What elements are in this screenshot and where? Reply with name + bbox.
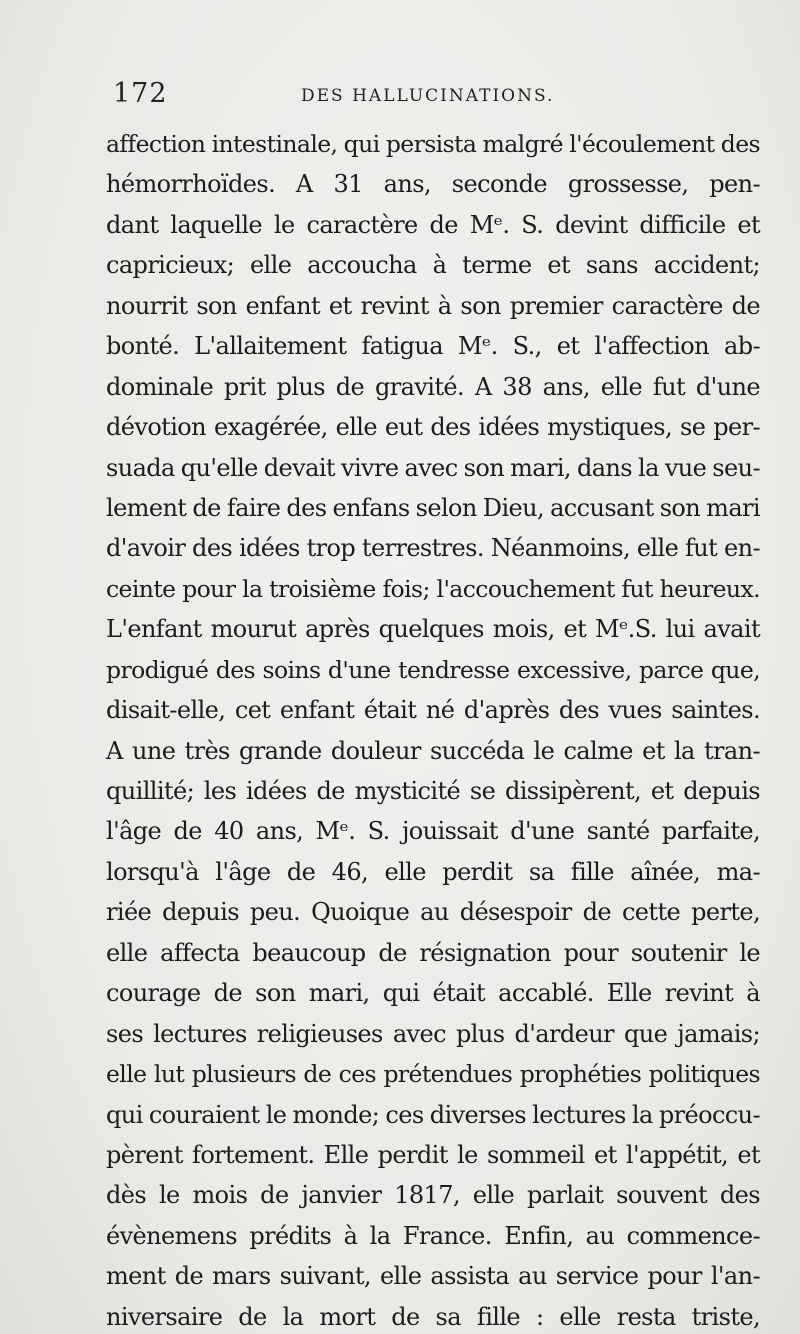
body-text	[106, 124, 760, 1334]
text-line: courage de son mari, qui était accablé. Elle revint à	[106, 979, 760, 1008]
text-line: hémorrhoïdes. A 31 ans, seconde grossesse, pen-	[106, 170, 760, 199]
text-line: l'âge de 40 ans, Mᵉ. S. jouissait d'une santé parfaite,	[106, 817, 760, 846]
text-line: bonté. L'allaitement fatigua Mᵉ. S., et l'affection ab-	[106, 332, 760, 361]
text-line: nourrit son enfant et revint à son premier caractère de	[106, 291, 760, 320]
running-head: DES HALLUCINATIONS.	[301, 86, 555, 106]
text-line: A une très grande douleur succéda le calme et la tran-	[106, 736, 760, 765]
text-line: évènemens prédits à la France. Enfin, au commence-	[106, 1221, 760, 1250]
text-line: dévotion exagérée, elle eut des idées mystiques, se per-	[106, 413, 760, 442]
text-line: ment de mars suivant, elle assista au service pour l'an-	[106, 1262, 760, 1291]
text-line: suada qu'elle devait vivre avec son mari, dans la vue seu-	[106, 453, 760, 482]
text-line: elle lut plusieurs de ces prétendues prophéties politiques	[106, 1060, 760, 1089]
text-line: prodigué des soins d'une tendresse excessive, parce que,	[106, 655, 760, 684]
text-line: d'avoir des idées trop terrestres. Néanmoins, elle fut en-	[106, 534, 760, 563]
text-line: pèrent fortement. Elle perdit le sommeil et l'appétit, et	[106, 1140, 760, 1169]
text-line: riée depuis peu. Quoique au désespoir de cette perte,	[106, 898, 760, 927]
text-line: elle affecta beaucoup de résignation pour soutenir le	[106, 938, 760, 967]
text-line: capricieux; elle accoucha à terme et sans accident;	[106, 251, 760, 280]
text-line: dominale prit plus de gravité. A 38 ans, elle fut d'une	[106, 372, 760, 401]
text-line: ses lectures religieuses avec plus d'ardeur que jamais;	[106, 1019, 760, 1048]
text-line: quillité; les idées de mysticité se dissipèrent, et depuis	[106, 777, 760, 805]
text-line: L'enfant mourut après quelques mois, et Mᵉ.S. lui avait	[106, 615, 760, 644]
text-line: qui couraient le monde; ces diverses lectures la préoccu-	[106, 1100, 760, 1129]
text-line: disait-elle, cet enfant était né d'après des vues saintes.	[106, 696, 760, 725]
text-line: dès le mois de janvier 1817, elle parlait souvent des	[106, 1181, 760, 1210]
page-header	[113, 78, 763, 112]
text-line: dant laquelle le caractère de Mᵉ. S. devint difficile et	[106, 210, 760, 239]
text-line: affection intestinale, qui persista malgré l'écoulement des	[106, 130, 760, 158]
text-line: ceinte pour la troisième fois; l'accouchement fut heureux.	[106, 574, 760, 603]
text-line: lorsqu'à l'âge de 46, elle perdit sa fille aînée, ma-	[106, 857, 760, 886]
page-number: 172	[113, 78, 168, 109]
text-line: niversaire de la mort de sa fille : elle resta triste,	[106, 1302, 760, 1331]
text-line: lement de faire des enfans selon Dieu, accusant son mari	[106, 493, 760, 522]
